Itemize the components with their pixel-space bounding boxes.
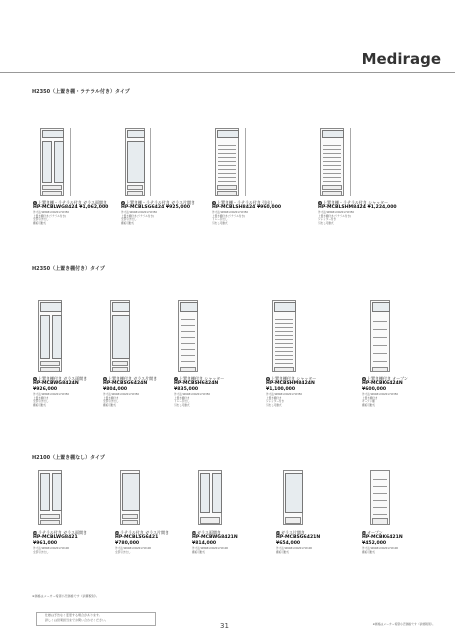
cabinet-image-10 [38,470,62,525]
cabinet-image-7 [178,300,198,372]
cabinet-image-13 [283,470,303,525]
product-13: 13ガラス片開き HP-MCBSG6421N ¥654,000 外寸法:W648×D620×H2100 棚板可動式 [276,530,321,554]
dimension-line [150,128,151,196]
product-11: 11ラテラル付き ガラス片開き HP-MCBLSG6421 ¥780,000 外寸法:W648×D620×H2100 全部引き出し [115,530,170,554]
cabinet-image-14 [370,470,390,525]
cabinet-image-12 [198,470,222,525]
product-3: 3 上置き棚・ラテラル付き 引出し HP-MCBLSH8424 ¥960,000 外寸法:W848×D620×H2350 上置き棚付き(ラテラル付き) トレー引出し 引出し可動式 [212,200,282,225]
brand-title: Medirage [361,50,441,68]
cabinet-image-6 [110,300,130,372]
product-5: 5 上置き棚付き ガラス両開き HP-MCBWG8424N ¥926,000 外寸法:W848×D620×H2350 上置き棚付き 全部引き出し 棚板可動式 [33,376,88,407]
product-7: 7 上置き棚付き シャッター HP-MCBSH6424N ¥835,000 外寸法:W648×D620×H2350 上置き棚付き トレー引出し 引出し可動式 [174,376,225,407]
header [0,0,455,92]
header-rule [0,72,455,73]
product-14: 14オープン HP-MCBK6421N ¥452,000 外寸法:W648×D620×H2100 棚板可動式 [362,530,403,554]
dimension-line [350,128,351,196]
note-box: 仕様は予告なく変更する場合があります。 詳しくは営業担当までお問い合わせください。 [36,612,156,626]
dimension-line [245,128,246,196]
section-title-2: H2350（上置き棚付き）タイプ [32,266,105,272]
cabinet-image-5 [38,300,62,372]
section-title-1: H2350（上置き棚・ラテラル付き）タイプ [32,89,130,95]
cabinet-image-4 [320,128,344,196]
cabinet-image-1 [40,128,64,196]
cabinet-image-3 [215,128,239,196]
product-6: 6 上置き棚付き ガラス片開き HP-MCBSG6424N ¥804,000 外寸法:W648×D620×H2350 上置き棚付き 全部引き出し 棚板可動式 [103,376,158,407]
dimension-line [70,128,71,196]
product-1: 1 上置き棚・ラテラル付き ガラス両開き HP-MCBLWG8424 ¥1,062,000 外寸法:W848×D620×H2350 上置き棚付き(ラテラル付き) 全部引き出し 棚板可動式 [33,200,109,225]
product-8: 8 上置き棚付き シャッター HP-MCBSHM8424N ¥1,100,000 外寸法:W848×D620×H2350 上置き棚付き シャッター付き 引出し可動式 [266,376,317,407]
bottom-right-note: ※価格はメーカー希望小売価格です（消費税別）。 [372,622,435,626]
cabinet-image-2 [125,128,145,196]
section-title-3: H2100（上置き棚なし）タイプ [32,455,105,461]
footnote: ※価格はメーカー希望小売価格です（消費税別）。 [32,594,99,598]
product-4: 4 上置き棚・ラテラル付き シャッター HP-MCBLSHM8424 ¥1,224,000 外寸法:W848×D620×H2350 上置き棚付き(ラテラル付き) シャッター付き 引出し可動式 [318,200,397,225]
product-12: 12ガラス両開き HP-MCBWG8421N ¥814,000 外寸法:W848×D620×H2100 棚板可動式 [192,530,238,554]
product-10: 10ラテラル付き ガラス両開き HP-MCBLWG8421 ¥961,000 外寸法:W848×D620×H2100 全部引き出し [33,530,88,554]
cabinet-image-8 [272,300,296,372]
cabinet-image-11 [120,470,140,525]
product-2: 2 上置き棚・ラテラル付き ガラス片開き HP-MCBLSG6424 ¥925,000 外寸法:W648×D620×H2350 上置き棚付き(ラテラル付き) 全部引き出し 棚板可動式 [121,200,196,225]
cabinet-image-9 [370,300,390,372]
page-number: 31 [220,622,229,630]
product-9: 9 上置き棚付き オープン HP-MCBK6424N ¥600,000 外寸法:W648×D620×H2350 上置き棚付き オープン棚 棚板可動式 [362,376,408,407]
